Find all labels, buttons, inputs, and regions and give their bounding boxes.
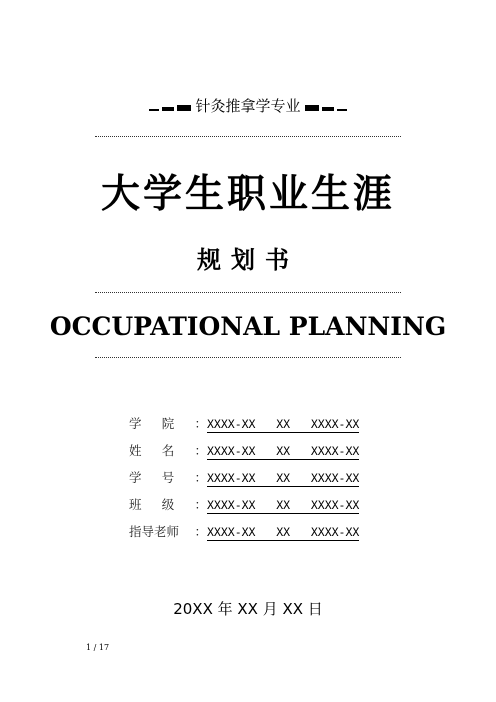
header-banner bbox=[0, 93, 496, 117]
dotted-divider-2 bbox=[95, 292, 401, 293]
info-label: 学 号 ： bbox=[129, 470, 207, 485]
info-row bbox=[129, 441, 359, 468]
info-colon: ： bbox=[194, 416, 207, 431]
info-row bbox=[129, 522, 359, 549]
info-label: 姓 名 ： bbox=[129, 443, 207, 458]
info-value-field: XXXX-XX XX XXXX-XX bbox=[207, 471, 360, 485]
dotted-divider-3 bbox=[95, 357, 401, 358]
info-colon: ： bbox=[194, 470, 207, 485]
right-decorative-bars bbox=[305, 99, 347, 111]
info-value-field: XXXX-XX XX XXXX-XX bbox=[207, 444, 360, 458]
info-row bbox=[129, 495, 359, 522]
info-value-field: XXXX-XX XX XXXX-XX bbox=[207, 417, 360, 431]
info-value-field: XXXX-XX XX XXXX-XX bbox=[207, 525, 360, 539]
subtitle: 规划书 bbox=[197, 246, 299, 274]
info-label: 学 院 ： bbox=[129, 416, 207, 431]
main-title: 大学生职业生涯 bbox=[100, 172, 395, 217]
info-colon: ： bbox=[194, 497, 207, 512]
info-row bbox=[129, 414, 359, 441]
info-colon: ： bbox=[194, 524, 207, 539]
info-colon: ： bbox=[194, 443, 207, 458]
left-decorative-bars bbox=[149, 99, 191, 111]
page-number: 1 / 17 bbox=[86, 643, 110, 652]
english-title: OCCUPATIONAL PLANNING bbox=[49, 312, 447, 341]
major-name: 针灸推拿学专业 bbox=[195, 96, 301, 115]
info-value-field: XXXX-XX XX XXXX-XX bbox=[207, 498, 360, 512]
student-info-block bbox=[129, 414, 359, 549]
info-row bbox=[129, 468, 359, 495]
info-label: 班 级 ： bbox=[129, 497, 207, 512]
info-label: 指导老师 ： bbox=[129, 524, 207, 539]
date-line: 20XX 年 XX 月 XX 日 bbox=[173, 600, 323, 618]
dotted-divider-1 bbox=[95, 136, 401, 137]
